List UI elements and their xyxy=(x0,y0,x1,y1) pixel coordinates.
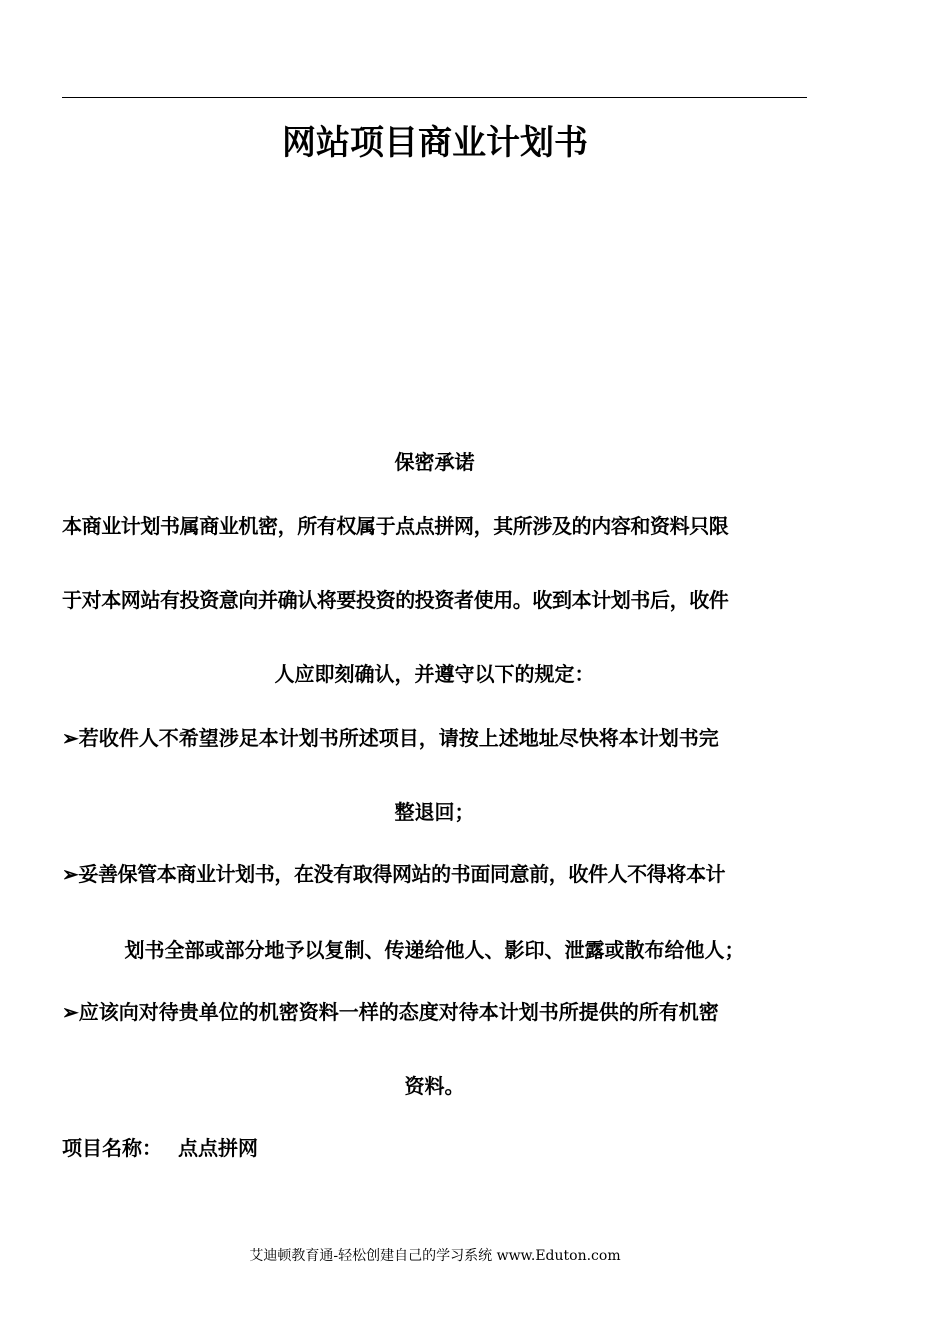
rule-3-line-2: 资料。 xyxy=(404,1074,465,1098)
rule-2-line-2: 划书全部或部分地予以复制、传递给他人、影印、泄露或散布给他人； xyxy=(124,938,745,962)
rule-1-line-2: 整退回； xyxy=(394,800,475,824)
project-name-row xyxy=(62,1134,258,1162)
paragraph-line-2: 于对本网站有投资意向并确认将要投资的投资者使用。收到本计划书后，收件 xyxy=(62,588,729,612)
project-name-value: 点点拼网 xyxy=(178,1136,258,1160)
paragraph-line-3: 人应即刻确认，并遵守以下的规定： xyxy=(274,662,595,686)
project-name-label: 项目名称： xyxy=(62,1136,162,1160)
header-rule xyxy=(62,97,807,98)
paragraph-line-1: 本商业计划书属商业机密，所有权属于点点拼网，其所涉及的内容和资料只限 xyxy=(62,514,729,538)
rule-3-line-1: ➢应该向对待贵单位的机密资料一样的态度对待本计划书所提供的所有机密 xyxy=(62,1000,719,1024)
rule-1-line-1: ➢若收件人不希望涉足本计划书所述项目，请按上述地址尽快将本计划书完 xyxy=(62,726,719,750)
rule-2-line-1: ➢妥善保管本商业计划书，在没有取得网站的书面同意前，收件人不得将本计 xyxy=(62,862,726,886)
confidentiality-heading: 保密承诺 xyxy=(394,450,475,474)
page-title: 网站项目商业计划书 xyxy=(282,123,588,163)
page-footer: 艾迪顿教育通-轻松创建自己的学习系统 www.Eduton.com xyxy=(249,1248,621,1264)
